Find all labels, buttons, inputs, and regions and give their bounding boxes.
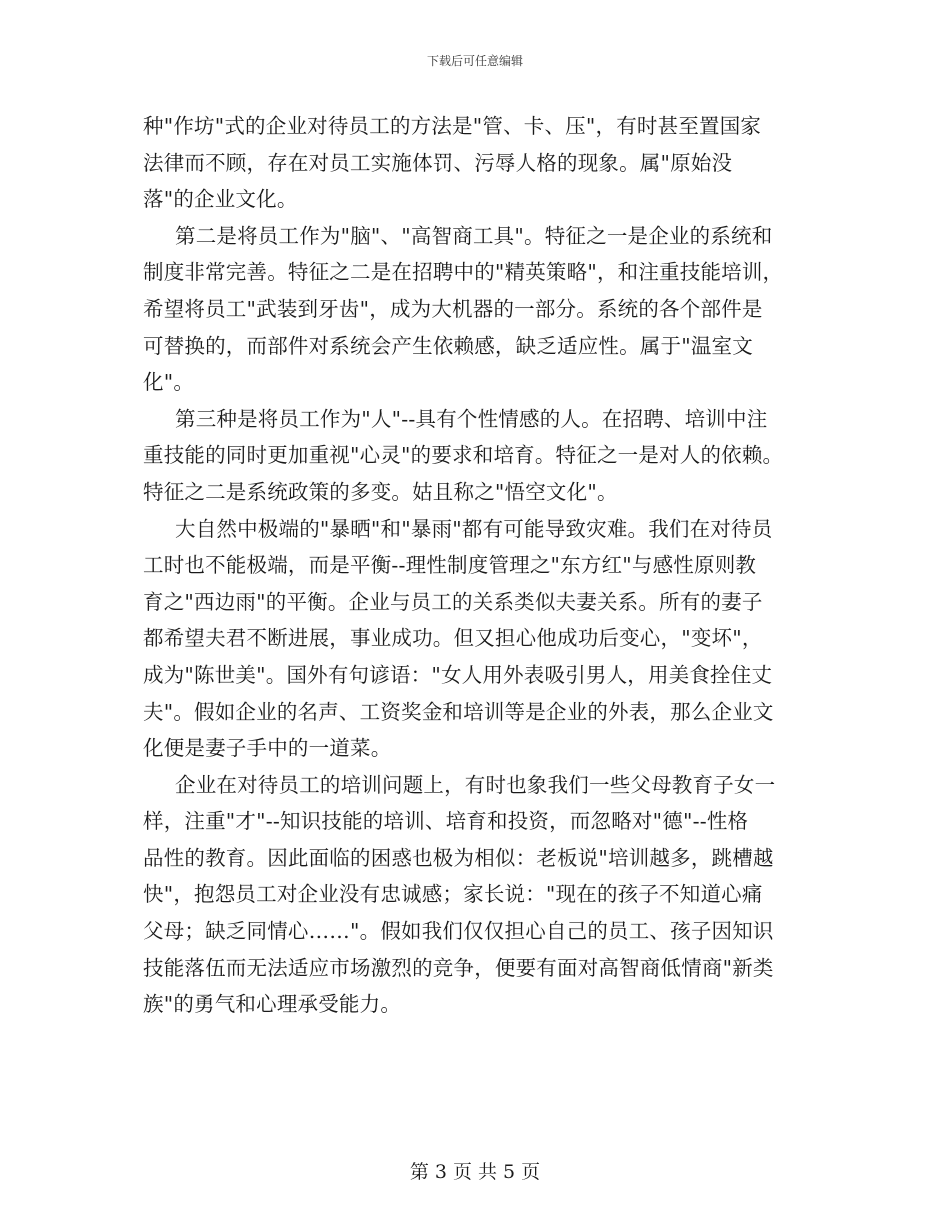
page-header: 下载后可任意编辑: [426, 54, 523, 68]
paragraph-start-line: 第三种是将员工作为"人"--具有个性情感的人。在招聘、培训中注: [175, 406, 768, 431]
text-line: 父母；缺乏同情心……"。假如我们仅仅担心自己的员工、孩子因知识: [143, 919, 774, 944]
page-footer-page-number: 第 3 页 共 5 页: [409, 1161, 541, 1183]
paragraph-start-line: 大自然中极端的"暴晒"和"暴雨"都有可能导致灾难。我们在对待员: [175, 516, 773, 541]
text-line: 技能落伍而无法适应市场激烈的竞争，便要有面对高智商低情商"新类: [143, 955, 774, 980]
text-line: 种"作坊"式的企业对待员工的方法是"管、卡、压"，有时甚至置国家: [143, 114, 762, 138]
text-line: 工时也不能极端，而是平衡--理性制度管理之"东方红"与感性原则教: [143, 553, 757, 578]
text-line: 化便是妻子手中的一道菜。: [143, 736, 392, 761]
text-line: 成为"陈世美"。国外有句谚语："女人用外表吸引男人，用美食拴住丈: [143, 662, 773, 687]
text-line: 样，注重"才"--知识技能的培训、培育和投资，而忽略对"德"--性格: [143, 809, 749, 834]
document-body: [143, 108, 808, 1023]
text-line: 重技能的同时更加重视"心灵"的要求和培育。特征之一是对人的依赖。: [143, 443, 784, 468]
text-line: 希望将员工"武装到牙齿"，成为大机器的一部分。系统的各个部件是: [143, 296, 763, 321]
paragraph-start-line: 第二是将员工作为"脑"、"高智商工具"。特征之一是企业的系统和: [175, 223, 773, 248]
paragraph-start-line: 企业在对待员工的培训问题上，有时也象我们一些父母教育子女一: [175, 772, 776, 797]
text-line: 育之"西边雨"的平衡。企业与员工的关系类似夫妻关系。所有的妻子: [143, 589, 763, 614]
text-line: 品性的教育。因此面临的困惑也极为相似：老板说"培训越多，跳槽越: [143, 845, 774, 870]
text-line: 制度非常完善。特征之二是在招聘中的"精英策略"，和注重技能培训，: [143, 260, 784, 285]
text-line: 都希望夫君不断进展，事业成功。但又担心他成功后变心，"变坏"，: [143, 626, 763, 651]
text-line: 化"。: [143, 370, 195, 395]
text-line: 落"的企业文化。: [143, 187, 298, 212]
text-line: 快"，抱怨员工对企业没有忠诚感；家长说："现在的孩子不知道心痛: [143, 882, 763, 907]
text-line: 特征之二是系统政策的多变。姑且称之"悟空文化"。: [143, 479, 618, 504]
text-line: 可替换的，而部件对系统会产生依赖感，缺乏适应性。属于"温室文: [143, 333, 753, 358]
text-line: 夫"。假如企业的名声、工资奖金和培训等是企业的外表，那么企业文: [143, 699, 774, 724]
text-line: 族"的勇气和心理承受能力。: [143, 992, 402, 1017]
text-line: 法律而不顾，存在对员工实施体罚、污辱人格的现象。属"原始没: [143, 150, 733, 175]
